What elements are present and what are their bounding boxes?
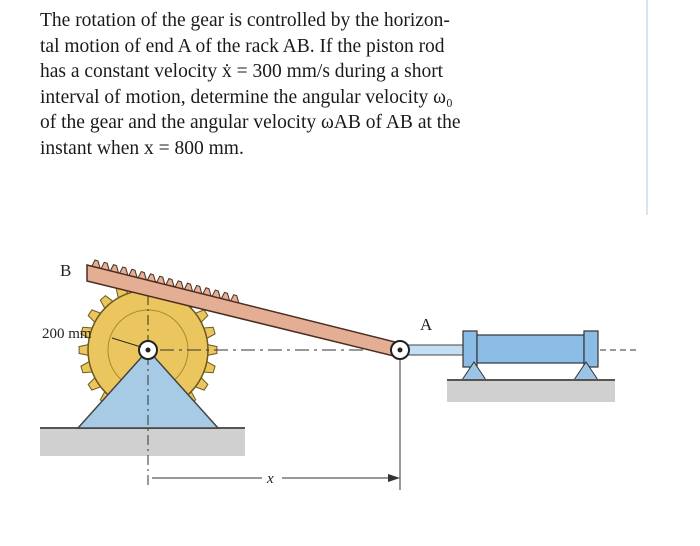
rack-tooth <box>212 290 220 298</box>
rack-tooth <box>129 269 137 277</box>
rack-tooth <box>231 295 239 303</box>
ground-right <box>447 380 615 402</box>
rack-tooth <box>148 274 156 282</box>
piston-rod <box>405 345 467 355</box>
rack-tooth <box>194 285 202 293</box>
end-a-pin <box>398 348 403 353</box>
gear-tooth <box>79 345 88 356</box>
problem-line-2: tal motion of end A of the rack AB. If the piston rod <box>40 35 445 57</box>
rack-tooth <box>185 283 193 291</box>
rack-tooth <box>175 281 183 289</box>
label-a: A <box>420 315 433 334</box>
rack-tooth <box>138 272 146 280</box>
ground-left <box>40 428 245 456</box>
rack-tooth <box>120 267 128 275</box>
problem-line-5: of the gear and the angular velocity ωAB of AB at the <box>40 112 461 133</box>
rack-tooth <box>101 262 109 270</box>
radius-label: 200 mm <box>42 326 92 342</box>
dimension-arrowhead <box>388 474 400 482</box>
problem-line-1: The rotation of the gear is controlled by the horizon- <box>40 10 450 31</box>
rack-tooth <box>203 288 211 296</box>
hydraulic-cylinder <box>462 331 598 380</box>
label-b: B <box>60 261 72 280</box>
gear-pivot-pin <box>146 348 151 353</box>
cylinder-end-cap-left <box>463 331 477 367</box>
problem-line-3: has a constant velocity ẋ = 300 mm/s during a short <box>40 61 444 82</box>
problem-line-6: instant when x = 800 mm. <box>40 137 244 159</box>
rack-tooth <box>157 276 165 284</box>
rack-tooth <box>92 260 100 268</box>
cylinder-barrel <box>477 335 584 363</box>
dimension-x-label: x <box>267 471 274 487</box>
rack-tooth <box>222 292 230 300</box>
rack-tooth <box>111 265 119 273</box>
problem-line-4: interval of motion, determine the angular velocity ω₀ <box>40 86 453 108</box>
rack-tooth <box>166 279 174 287</box>
